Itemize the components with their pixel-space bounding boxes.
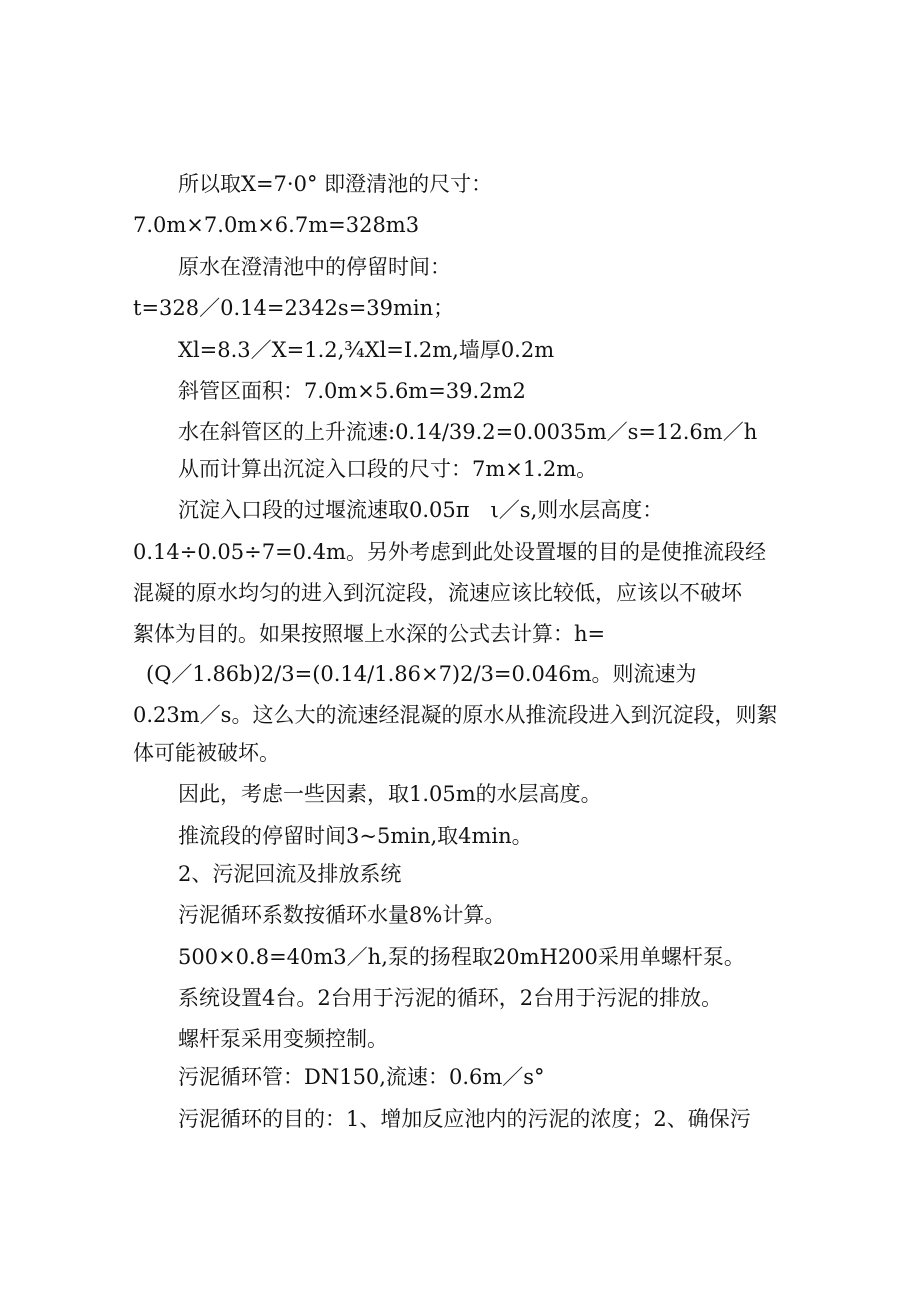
text-line: Xl=8.3／X=1.2,¾Xl=I.2m,墙厚0.2m <box>178 338 555 362</box>
text-line: 沉淀入口段的过堰流速取0.05π ι／s,则水层高度： <box>178 498 664 522</box>
text-line: 污泥循环的目的：1、增加反应池内的污泥的浓度；2、确保污 <box>178 1107 751 1131</box>
text-line: 0.23m／s。这么大的流速经混凝的原水从推流段进入到沉淀段，则絮 <box>133 703 778 727</box>
text-line: 水在斜管区的上升流速:0.14/39.2=0.0035m／s=12.6m／h <box>178 420 758 444</box>
text-line: 原水在澄清池中的停留时间： <box>178 255 451 279</box>
text-line: 500×0.8=40m3／h,泵的扬程取20mH200采用单螺杆泵。 <box>178 945 745 969</box>
text-line: 系统设置4台。2台用于污泥的循环，2台用于污泥的排放。 <box>178 986 723 1010</box>
section-heading: 2、污泥回流及排放系统 <box>178 862 402 886</box>
text-line: t=328／0.14=2342s=39min； <box>133 296 455 320</box>
text-line: 斜管区面积：7.0m×5.6m=39.2m2 <box>178 379 526 403</box>
text-line: 0.14÷0.05÷7=0.4m。另外考虑到此处设置堰的目的是使推流段经 <box>133 540 766 564</box>
text-line: 体可能被破坏。 <box>133 741 280 765</box>
text-line: (Q／1.86b)2/3=(0.14/1.86×7)2/3=0.046m。则流速为 <box>146 662 697 686</box>
text-line: 所以取X=7·0° 即澄清池的尺寸： <box>178 172 493 196</box>
text-line: 絮体为目的。如果按照堰上水深的公式去计算：h= <box>133 622 606 646</box>
text-line: 混凝的原水均匀的进入到沉淀段，流速应该比较低，应该以不破坏 <box>133 581 742 605</box>
text-line: 7.0m×7.0m×6.7m=328m3 <box>133 213 420 237</box>
text-line: 从而计算出沉淀入口段的尺寸：7m×1.2m。 <box>178 457 598 481</box>
text-line: 螺杆泵采用变频控制。 <box>178 1027 388 1051</box>
text-line: 推流段的停留时间3~5min,取4min。 <box>178 824 533 848</box>
text-line: 污泥循环系数按循环水量8%计算。 <box>178 903 506 927</box>
text-line: 污泥循环管：DN150,流速：0.6m／s° <box>178 1065 545 1089</box>
text-line: 因此，考虑一些因素，取1.05m的水层高度。 <box>178 782 602 806</box>
